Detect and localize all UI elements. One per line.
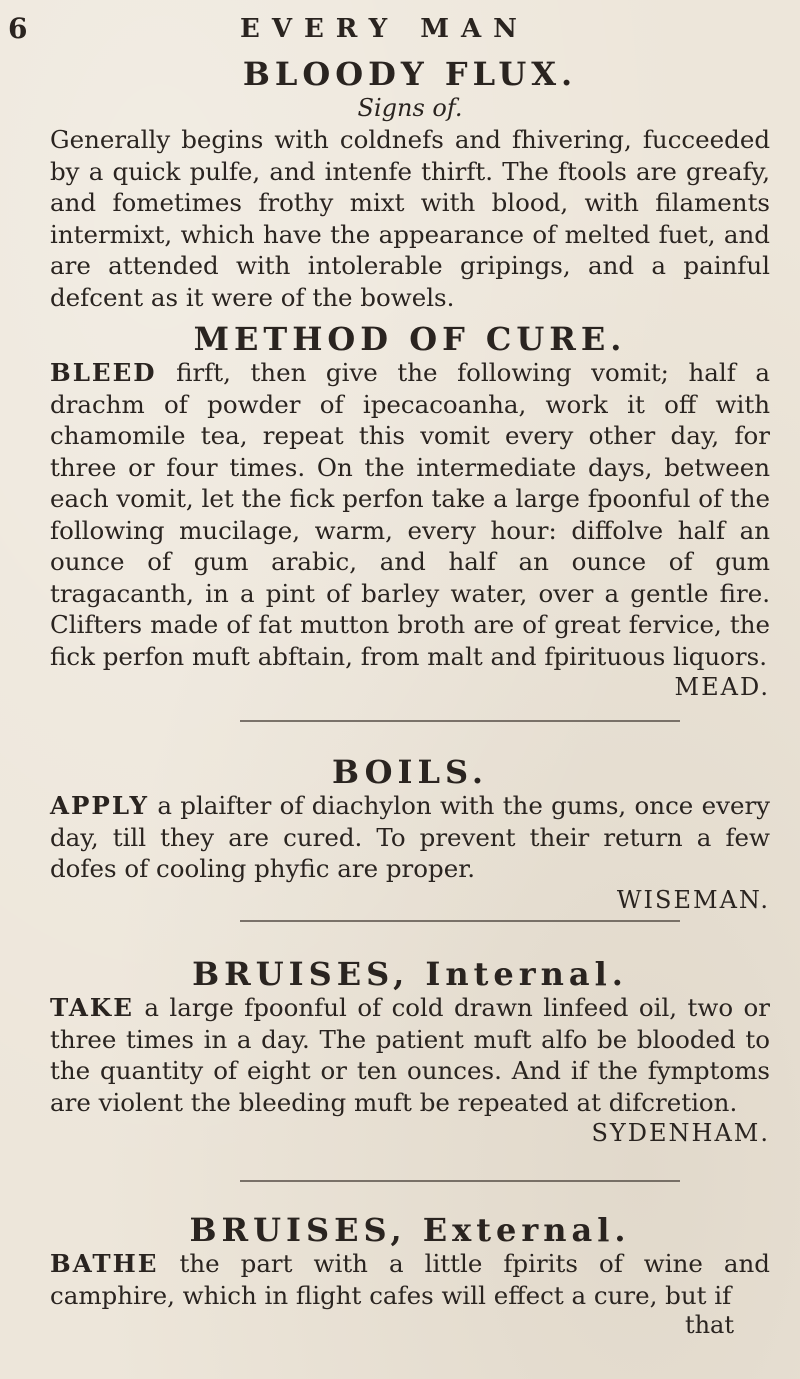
bruises-external-lead-word: BATHE [50,1249,159,1278]
method-text: firft, then give the following vomit; half a drachm of powder of ipecacoanha, work it off with chamomile tea, repeat this vomit every other day, for three or four times. On the intermediate days, between each vomit, let the fick perfon take a large fpoonful of the following mucilage, warm, every hour: diffolve half an ounce of gum arabic, and half an ounce of gum tragacanth, in a pint of barley water, over a gentle fire. Clifters made of fat mutton broth are of great fervice, the fick perfon muft abftain, from malt and fpirituous liquors. [50,358,770,671]
section-bloody-flux [50,56,770,703]
method-heading: METHOD OF CURE. [193,320,627,358]
catchword: that [684,1311,734,1339]
section-heading: BRUISES, External. [189,1211,631,1249]
signs-paragraph: Generally begins with coldnefs and fhivering, fucceeded by a quick pulfe, and intenfe thirft. The ftools are greafy, and fometimes frothy mixt with blood, with filaments intermixt, which have the appearance of melted fuet, and are attended with intolerable gripings, and a painful defcent as it were of the bowels. [50,125,770,312]
section-heading: BRUISES, Internal. [192,955,628,993]
section-bruises-external [50,1212,770,1339]
page-number: 6 [8,12,28,45]
bruises-internal-paragraph [50,992,770,1118]
signs-subheading: Signs of. [357,94,463,122]
running-head [0,12,800,52]
boils-text: a plaifter of diachylon with the gums, once every day, till they are cured. To prevent their return a few dofes of cooling phyfic are proper. [50,791,770,883]
section-divider [240,920,680,922]
method-paragraph [50,357,770,672]
bruises-internal-lead-word: TAKE [50,993,134,1022]
boils-paragraph [50,790,770,885]
section-bruises-internal [50,956,770,1149]
section-heading: BOILS. [331,753,489,791]
bruises-internal-text: a large fpoonful of cold drawn linfeed oil, two or three times in a day. The patient muft alfo be blooded to the quantity of eight or ten ounces. And if the fymptoms are violent the bleeding muft be repeated at difcretion. [50,993,770,1117]
boils-lead-word: APPLY [50,791,150,820]
section-heading: BLOODY FLUX. [242,55,578,93]
bruises-external-paragraph [50,1248,770,1311]
attribution: WISEMAN. [616,885,770,914]
method-lead-word: BLEED [50,358,157,387]
section-divider [240,1180,680,1182]
running-title: EVERY MAN [240,14,529,44]
attribution: MEAD. [674,673,770,701]
section-divider [240,720,680,722]
section-boils [50,754,770,916]
bruises-external-text: the part with a little fpirits of wine and camphire, which in flight cafes will effect a cure, but if [50,1249,770,1310]
attribution: SYDENHAM. [591,1119,770,1147]
